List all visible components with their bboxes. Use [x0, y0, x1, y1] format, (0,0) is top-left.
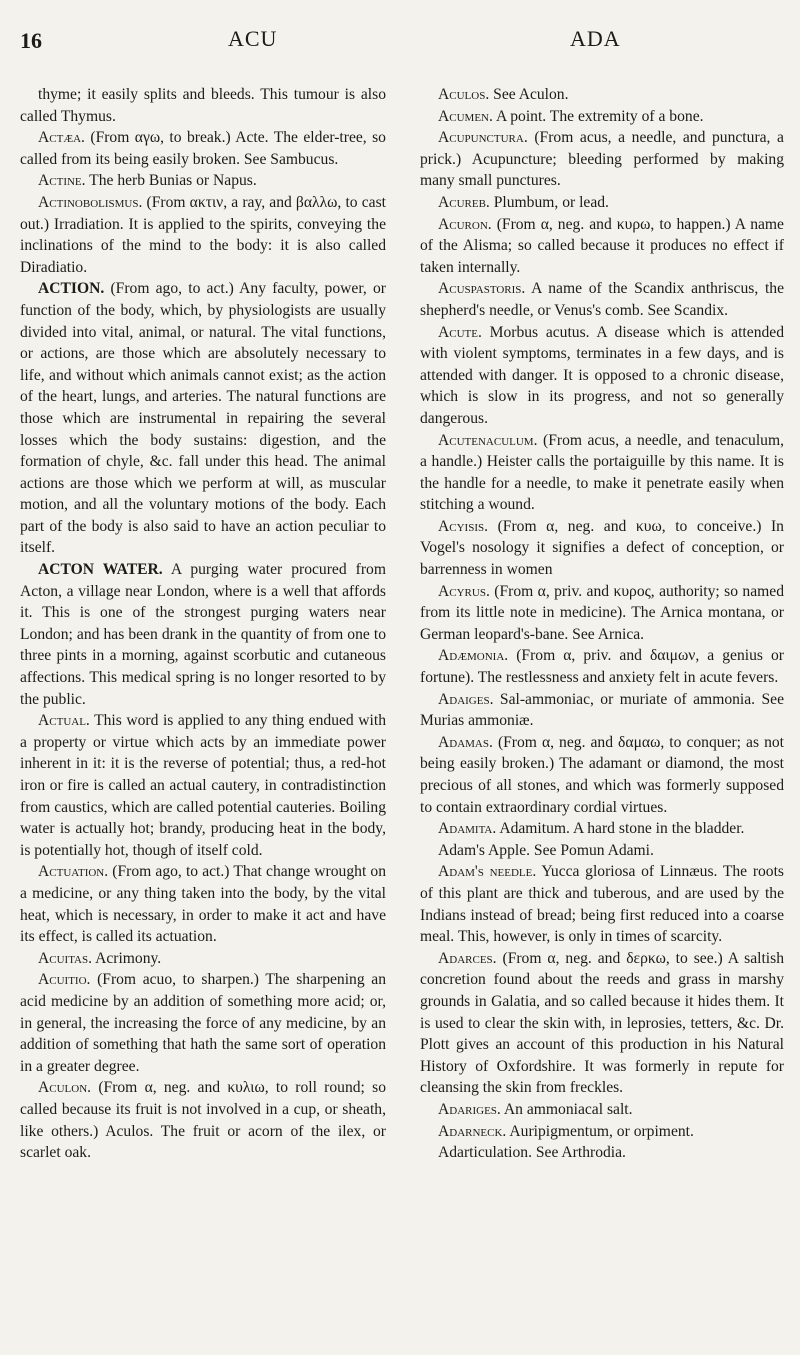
entry-text: A purging water procured from Acton, a village near London, where is a well that affords it. This is one of the strongest purging waters near London; and has been drank in the quantity of from one to three pints in a morning, against scorbutic and cutaneous affections. This medical spring is no longer resorted to by the public. — [20, 561, 386, 708]
entry-headword: Adarneck. — [438, 1122, 507, 1140]
dictionary-entry — [420, 861, 784, 947]
dictionary-entry — [420, 192, 784, 214]
entry-headword: Aculon. — [38, 1079, 92, 1097]
entry-headword: Acyrus. — [438, 582, 490, 600]
entry-headword: Actuation. — [38, 863, 109, 881]
entry-text: Auripigmentum, or orpiment. — [509, 1122, 694, 1140]
entry-headword: Adamas. — [438, 733, 493, 751]
dictionary-entry — [20, 710, 386, 861]
dictionary-entry — [20, 170, 386, 192]
dictionary-entry — [420, 840, 784, 862]
entry-headword: Adariges. — [438, 1100, 501, 1118]
dictionary-entry — [420, 84, 784, 106]
entry-text: (From α, priv. and κυρος, authority; so named from its little note in medicine). The Arnica montana, or German leopard's-bane. See Arnica. — [420, 582, 785, 643]
entry-headword: Acumen. — [438, 107, 493, 125]
page-header — [0, 22, 800, 58]
entry-headword: Acuitas. — [38, 949, 93, 967]
entry-headword: Adæmonia. — [438, 647, 509, 665]
dictionary-entry — [420, 1099, 784, 1121]
entry-headword: Adam's needle. — [438, 863, 537, 881]
entry-text: (From acuo, to sharpen.) The sharpening an acid medicine by an addition of something more acid; or, in general, the increasing the force of any medicine, by an addition of something that hath the same sort of operation in a greater degree. — [20, 971, 386, 1075]
dictionary-entry — [20, 948, 386, 970]
dictionary-entry — [420, 516, 784, 581]
right-column — [420, 84, 784, 1164]
entry-headword: Actæa. — [38, 129, 85, 147]
entry-text: (From α, neg. and δερκω, to see.) A saltish concretion found about the reeds and grass in marshy grounds in Galatia, and so called because it hides them. It is used to clear the skin with, in leprosies, tetters, &c. Dr. Plott gives an account of this production in his Natural History of Oxfordshire. It was formerly in repute for cleansing the skin from freckles. — [420, 949, 784, 1097]
entry-headword: Adamita. — [438, 820, 497, 838]
running-head-left: ACU — [228, 26, 278, 51]
entry-headword: Aculos. — [438, 86, 490, 103]
dictionary-entry — [420, 106, 784, 128]
entry-headword: Acuitio. — [38, 971, 91, 989]
entry-text: (From α, neg. and κυρω, to happen.) A name of the Alisma; so called because it produces no effect if taken internally. — [420, 215, 784, 276]
entry-headword: Acutenaculum. — [438, 431, 538, 449]
entry-text: Plumbum, or lead. — [493, 193, 609, 211]
entry-headword: Acuron. — [438, 215, 492, 233]
entry-text: (From ακτιν, a ray, and βαλλω, to cast out.) Irradiation. It is applied to the spirits, conveying the inclinations of the mind to the body: it is also called Diradiatio. — [20, 193, 386, 276]
entry-text: Adam's Apple. See Pomun Adami. — [438, 841, 654, 859]
entry-text: (From α, neg. and κυω, to conceive.) In Vogel's nosology it signifies a defect of conception, or barrenness in women — [420, 517, 784, 579]
entry-text: Adamitum. A hard stone in the bladder. — [499, 820, 745, 838]
entry-text: A point. The extremity of a bone. — [495, 107, 704, 125]
entry-headword: Actine. — [38, 172, 86, 190]
entry-headword: Actinobolismus. — [38, 193, 143, 211]
dictionary-entry — [420, 689, 784, 732]
entry-text: thyme; it easily splits and bleeds. This tumour is also called Thymus. — [20, 86, 386, 125]
entry-text: An ammoniacal salt. — [503, 1100, 633, 1118]
entry-text: Adarticulation. See Arthrodia. — [438, 1144, 626, 1162]
entry-headword: Actual. — [38, 712, 90, 730]
dictionary-entry — [420, 430, 784, 516]
dictionary-entry — [420, 214, 784, 279]
dictionary-entry — [420, 278, 784, 321]
entry-text: (From acus, a needle, and punctura, a prick.) Acupuncture; bleeding performed by making many small punctures. — [420, 129, 784, 190]
dictionary-entry — [420, 645, 784, 688]
entry-text: (From ago, to act.) That change wrought on a medicine, or any thing taken into the body, by the vital heat, which is necessary, in order to make it act and have its effect, is called its actuation. — [20, 863, 386, 946]
entry-text: (From αγω, to break.) Acte. The elder-tree, so called from its being easily broken. See Sambucus. — [20, 129, 386, 168]
dictionary-entry — [20, 1077, 386, 1163]
entry-headword: Acureb. — [438, 193, 490, 211]
entry-headword: Adaiges. — [438, 690, 494, 708]
entry-text: Morbus acutus. A disease which is attended with violent symptoms, terminates in a few days, and is attended with danger. It is opposed to a chronic disease, which is slow in its progress, and not so generally dangerous. — [420, 323, 784, 427]
dictionary-entry — [20, 192, 386, 278]
entry-text: (From α, neg. and δαμαω, to conquer; as not being easily broken.) The adamant or diamond, the most precious of all stones, and which was formerly supposed to contain extraordinary cordial virtues. — [420, 733, 785, 816]
entry-text: Sal-ammoniac, or muriate of ammonia. See Murias ammoniæ. — [420, 690, 784, 730]
entry-text: (From α, neg. and κυλιω, to roll round; so called because its fruit is not involved in a cup, or sheath, like others.) Aculos. The fruit or acorn of the ilex, or scarlet oak. — [20, 1079, 386, 1162]
dictionary-entry — [20, 127, 386, 170]
entry-text: Acrimony. — [95, 949, 162, 967]
entry-text: See Aculon. — [493, 86, 569, 103]
entry-text: (From acus, a needle, and tenaculum, a handle.) Heister calls the portaiguille by this name. It is the handle for a needle, to make it penetrate easily when stitching a wound. — [420, 431, 784, 514]
dictionary-entry — [420, 732, 784, 818]
dictionary-entry — [20, 278, 386, 559]
entry-headword: Acuspastoris. — [438, 280, 526, 298]
dictionary-entry — [20, 559, 386, 710]
page-number: 16 — [20, 28, 42, 53]
entry-text: (From α, priv. and δαιμων, a genius or fortune). The restlessness and anxiety felt in acute fevers. — [420, 647, 784, 687]
dictionary-entry — [420, 127, 784, 192]
left-column — [20, 84, 386, 1164]
dictionary-entry — [420, 948, 784, 1099]
dictionary-entry — [20, 861, 386, 947]
entry-text: A name of the Scandix anthriscus, the shepherd's needle, or Venus's comb. See Scandix. — [420, 280, 784, 319]
dictionary-entry — [420, 1142, 784, 1164]
entry-headword: Acupunctura. — [438, 129, 528, 147]
entry-text: The herb Bunias or Napus. — [89, 172, 257, 190]
entry-text: This word is applied to any thing endued with a property or virtue which acts by an immediate power inherent in it: it is the reverse of potential; thus, a red-hot iron or fire is called an actual cautery, in contradistinction from caustics, which are called potential cauteries. Boiling water is actually hot; brandy, producing heat in the body, is potentially hot, though of itself cold. — [20, 712, 386, 859]
entry-headword: Acyisis. — [438, 517, 489, 535]
dictionary-entry — [420, 1121, 784, 1143]
entry-headword: Acute. — [438, 323, 482, 341]
running-head-right: ADA — [570, 26, 621, 51]
entry-headword: ACTON WATER. — [38, 561, 163, 579]
dictionary-entry — [420, 581, 784, 646]
entry-text: Yucca gloriosa of Linnæus. The roots of this plant are thick and tuberous, and are used by the Indians instead of bread; being first reduced into a coarse meal. This, however, is only in times of scarcity. — [420, 863, 785, 946]
dictionary-entry — [20, 969, 386, 1077]
entry-headword: ACTION. — [38, 280, 105, 298]
dictionary-entry — [420, 322, 784, 430]
dictionary-entry — [20, 84, 386, 127]
entry-text: (From ago, to act.) Any faculty, power, or function of the body, which, by physiologists are usually divided into vital, animal, or natural. The vital functions, or actions, are those which are absolutely necessary to life, and without which animals cannot exist; as the action of the heart, lungs, and arteries. The natural functions are those which are instrumental in repairing the several losses which the body sustains: digestion, and the formation of chyle, &c. fall under this head. The animal actions are those which we perform at will, as muscular motion, and all the voluntary motions of the body. Each part of the body is also said to have an action peculiar to itself. — [20, 280, 386, 557]
dictionary-entry — [420, 818, 784, 840]
entry-headword: Adarces. — [438, 949, 497, 967]
